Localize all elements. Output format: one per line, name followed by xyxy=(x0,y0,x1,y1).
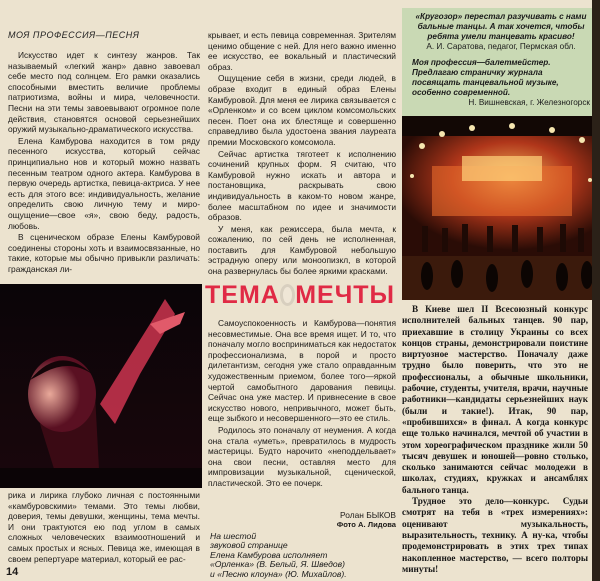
letter-sign: А. И. Саратова, педагог, Пермская обл. xyxy=(426,42,576,51)
paragraph: Родилось это поначалу от неумения. А когда она стала «уметь», превратилось в мудрость мастерицы. Будто нарочито «неподдельвает» она свои песни, оставляя место для импровизации музыкальной, сценической, пластической. Это ее почерк. xyxy=(208,424,396,488)
page-edge-strip xyxy=(592,0,600,581)
paragraph: Самоуспокоенность и Камбурова—понятия несовместимые. Она все время ищет. И то, что поначалу могло восприниматься как недостаток профессионализма, в порой и просто дилетантизм, сегодня уже стало оправданным художественным приемом, более того—яркой чертой самобытного дарования певицы. Сейчас она уже мастер. И привнесение в свое искусство нового, непривычного, может быть, еще зыбкого и несовершенного—это ее стиль. xyxy=(208,318,396,424)
paragraph: Елена Камбурова находится в том ряду песенного искусства, который сейчас принципиально нов и который можно назвать песенным театром одного актера. Камбурова в первую очередь артистка, певица-актриса. У нее есть для этого все: индивидуальность, желание определить свою личную тему и миро-ощущение—свое «я», свою беду, радость, любовь. xyxy=(8,135,200,231)
banner-theme-dream xyxy=(205,278,395,312)
footer-line: звуковой странице xyxy=(210,540,288,551)
rubric-title: МОЯ ПРОФЕССИЯ—ПЕСНЯ xyxy=(8,30,140,40)
footer-line: «Орленка» (В. Белый, Я. Шведов) xyxy=(210,559,345,570)
record-dot-icon xyxy=(280,284,295,306)
banner-word-left: ТЕМА xyxy=(205,280,280,309)
footer-line: Елена Камбурова исполняет xyxy=(210,549,328,560)
photo-credit: Фото А. Лидова xyxy=(336,520,396,529)
paragraph: рика и лирика глубоко личная с постоянными «камбуровскими» темами. Это темы любви, доверия, темы девушки, женщины, тема мечты. И они трактуются ею под углом в самых сложных человеческих взаимоотношений и самых простых и ясных. Певица же, имеющая в своем репертуаре материал, который ее рас- xyxy=(8,490,200,564)
paragraph: Ощущение себя в жизни, среди людей, в образе входит в единый образ Елены Камбуровой. Для меня ее лирика связывается с «Орленком» и со всем циклом комсомольских песен. Поет она их блестяще и совершенно справедливо была удостоена звания лауреата премии Московского комсомола. xyxy=(208,73,396,147)
footer-line: и «Песню клоуна» (Ю. Михайлов). xyxy=(210,568,347,579)
dance-hall-image xyxy=(402,116,600,300)
article-col2-bottom xyxy=(208,318,396,490)
signature-block xyxy=(208,510,396,529)
paragraph: В Киеве шел II Всесоюзный конкурс исполнителей бальных танцев. 90 пар, приехавшие в столицу Украины со всех концов страны, демонстрировали поистине виртуозное мастерство. Поначалу даже трудно было поверить, что это не профессионалы, а обычные школьники, рабочие, студенты, учителя, врачи, научные работники—кандидаты серьезнейших наук (были и такие!). Итак, 90 пар, «пробившихся» в финал. А когда конкурс еще только начинался, мечтой об участии в этом хореографическом празднике жили 50 тысяч девушек и юношей—ровно столько, сколько занимаются сейчас молодежи в школах, студиях, кружках и ансамблях бального танца. xyxy=(402,304,588,495)
article-col3 xyxy=(402,304,588,575)
letter-sign: Н. Вишневская, г. Железногорск xyxy=(468,98,590,107)
letter-quote: Моя профессия—балетмейстер. Предлагаю страничку журнала посвящать танцевальной музыке, особенно современной. xyxy=(412,58,559,97)
banner-word-right: МЕЧТЫ xyxy=(295,280,395,309)
author-name: Ролан БЫКОВ xyxy=(340,510,396,520)
column-middle xyxy=(208,30,396,278)
singer-image xyxy=(0,284,202,488)
article-col1-bottom xyxy=(8,490,200,565)
paragraph: крывает, и есть певица современная. Зрителям ценимо общение с ней. Для него важно именно ее искусство, ее вокальный и пластический образ. xyxy=(208,30,396,72)
sound-page-footer xyxy=(210,532,400,579)
paragraph: Сейчас артистка тяготеет к исполнению сочинений крупных форм. Я считаю, что Камбуровой нужно искать и автора и постановщика, раскрывать свою индивидуальность в каком-то новом жанре, более масштабном по идее и значимости образов. xyxy=(208,148,396,223)
footer-line: На шестой xyxy=(210,531,257,541)
letter-quote: «Кругозор» перестал разучивать с нами бальные танцы. А так хочется, чтобы ребята умели танцевать красиво! xyxy=(415,12,587,41)
paragraph: Трудное это дело—конкурс. Судьи смотрят на тебя в «трех измерениях»: оценивают музыкальность, выразительность, технику. А ну-ка, чтобы продемонстрировать в этих трех типах накопленное мастерство, — всего полторы минуты! xyxy=(402,496,588,574)
paragraph: В сценическом образе Елены Камбуровой соединены стороны хоть и взаимосвязанные, но такие, которые мы обычно привыкли различать: гражданская ли- xyxy=(8,232,200,274)
dance-competition-photo xyxy=(402,116,600,300)
singer-photo xyxy=(0,284,202,488)
article-col1 xyxy=(8,50,200,274)
paragraph: У меня, как режиссера, была мечта, к сожалению, по сей день не исполненная, поставить для Камбуровой небольшую эстрадную оперу или моноопизкл, в которой она развернулась бы более яркими красками. xyxy=(208,223,396,277)
reader-letters xyxy=(402,8,600,116)
page-number: 14 xyxy=(6,566,19,578)
column-left xyxy=(8,30,200,275)
paragraph: Искусство идет к синтезу жанров. Так называемый «легкий жанр» давно завоевал себе место под солнцем. Его рамки оказались способными вместить величие проблемы патриотизма, войны и мира, человечности. Песни на эти темы завоевывают огромное поле действия, становятся основой серьезнейших оружий музыкально-драматического искусства. xyxy=(8,50,200,135)
